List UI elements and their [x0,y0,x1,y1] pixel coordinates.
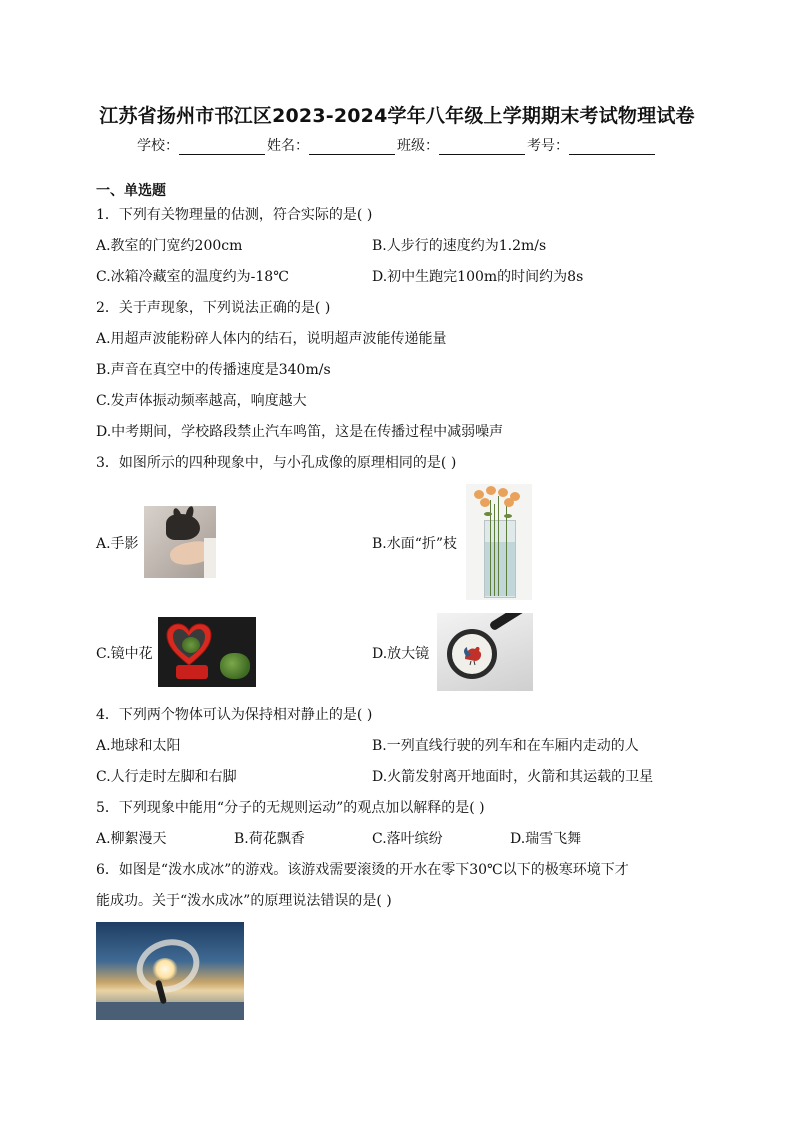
question-6-stem-line-2: 能成功。关于“泼水成冰”的原理说法错误的是( ) [96,893,392,909]
question-4-option-b: B.一列直线行驶的列车和在车厢内走动的人 [372,738,639,754]
class-label: 班级： [397,138,439,154]
question-5-stem: 5．下列现象中能用“分子的无规则运动”的观点加以解释的是( ) [96,800,485,816]
question-4-option-c: C.人行走时左脚和右脚 [96,769,237,785]
question-3-option-a: A.手影 [96,536,139,552]
number-blank[interactable] [569,139,655,155]
question-5-option-b: B.荷花飘香 [234,831,305,847]
rooster-icon [459,641,485,667]
school-label: 学校： [137,138,179,154]
question-1-option-d: D.初中生跑完100m的时间约为8s [372,269,584,285]
question-2-option-a: A.用超声波能粉碎人体内的结石，说明超声波能传递能量 [96,331,447,347]
question-2-option-d: D.中考期间，学校路段禁止汽车鸣笛，这是在传播过程中减弱噪声 [96,424,504,440]
question-6-stem-line-1: 6．如图是“泼水成冰”的游戏。该游戏需要滚烫的开水在零下30℃以下的极寒环境下才 [96,862,629,878]
question-2-option-c: C.发声体振动频率越高，响度越大 [96,393,307,409]
question-3-option-c: C.镜中花 [96,646,153,662]
question-4-option-d: D.火箭发射离开地面时，火箭和其运载的卫星 [372,769,654,785]
question-3-stem: 3．如图所示的四种现象中，与小孔成像的原理相同的是( ) [96,455,457,471]
question-1-option-b: B.人步行的速度约为1.2m/s [372,238,547,254]
question-2-stem: 2．关于声现象，下列说法正确的是( ) [96,300,331,316]
boiling-water-ice-photo-icon [96,922,244,1020]
flowers-vase-photo-icon [466,484,532,600]
question-2-option-b: B.声音在真空中的传播速度是340m/s [96,362,331,378]
heart-mirror-photo-icon [158,617,256,687]
name-label: 姓名： [267,138,309,154]
question-5-option-a: A.柳絮漫天 [96,831,167,847]
student-info-row [0,135,794,155]
question-1-stem: 1．下列有关物理量的估测，符合实际的是( ) [96,207,373,223]
question-1-option-c: C.冰箱冷藏室的温度约为-18℃ [96,269,289,285]
number-label: 考号： [527,138,569,154]
question-5-option-c: C.落叶缤纷 [372,831,443,847]
magnifying-glass-photo-icon [437,613,533,691]
question-3-option-d: D.放大镜 [372,646,430,662]
question-3-option-b: B.水面“折”枝 [372,536,458,552]
question-5-option-d: D.瑞雪飞舞 [510,831,582,847]
school-blank[interactable] [179,139,265,155]
section-heading: 一、单选题 [96,183,166,199]
class-blank[interactable] [439,139,525,155]
exam-title: 江苏省扬州市邗江区2023-2024学年八年级上学期期末考试物理试卷 [99,105,695,127]
name-blank[interactable] [309,139,395,155]
question-4-option-a: A.地球和太阳 [96,738,181,754]
question-1-option-a: A.教室的门宽约200cm [96,238,243,254]
question-4-stem: 4．下列两个物体可认为保持相对静止的是( ) [96,707,373,723]
hand-shadow-photo-icon [144,506,216,578]
